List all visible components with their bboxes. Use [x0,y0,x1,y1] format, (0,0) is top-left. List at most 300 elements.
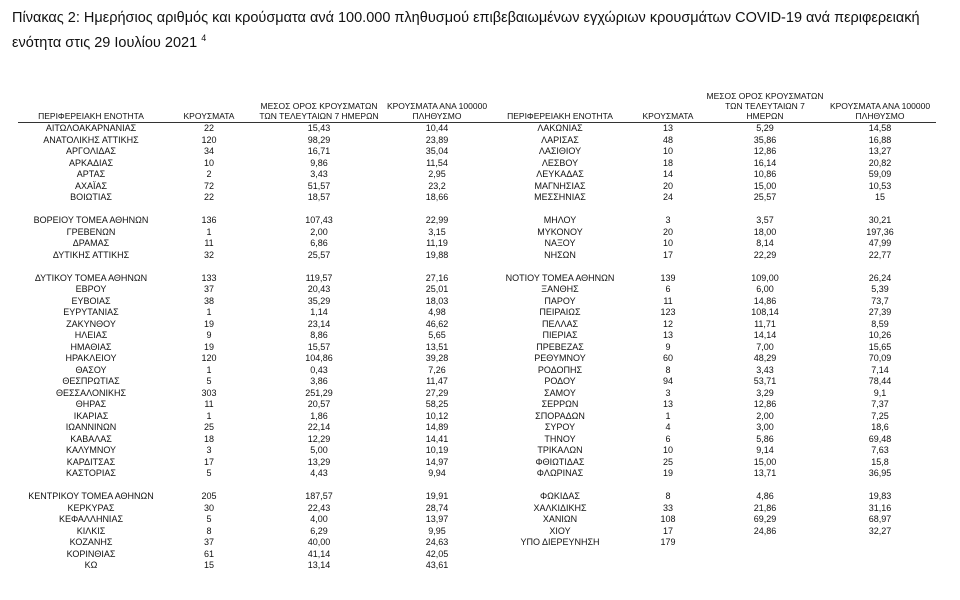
per100k-cell: 25,01 [425,284,449,294]
right-table-body [490,123,936,549]
region-cell: ΛΑΣΙΘΙΟΥ [538,146,582,156]
table-row [18,445,492,457]
avg7-cell: 8,14 [756,238,774,248]
per100k-cell: 5,65 [428,330,446,340]
table-row [490,307,936,319]
table-row [18,365,492,377]
per100k-cell: 20,82 [868,157,892,168]
cases-cell: 133 [201,272,217,283]
cases-cell: 11 [204,399,214,409]
table-row [18,388,492,400]
cases-cell: 14 [662,169,673,179]
cases-cell: 24 [662,192,673,202]
avg7-cell: 4,43 [310,468,328,478]
cases-cell: 60 [662,353,673,363]
avg7-cell: 14,14 [753,330,777,340]
avg7-cell: 9,14 [756,445,774,455]
avg7-cell: 12,86 [753,399,777,409]
region-cell: ΧΙΟΥ [549,525,571,536]
table-spacer-row [18,261,492,273]
cases-cell: 13 [662,399,673,409]
right-table [490,84,936,549]
region-cell: ΑΡΤΑΣ [76,169,106,179]
region-cell: ΛΑΡΙΣΑΣ [541,134,579,145]
region-cell: ΚΟΖΑΝΗΣ [69,537,113,547]
per100k-cell: 10,44 [425,123,449,133]
per100k-cell: 14,58 [868,123,892,133]
cases-cell: 61 [203,548,214,559]
per100k-cell: 42,05 [425,548,449,559]
table-row [18,250,492,262]
cases-cell: 18 [662,157,673,168]
cases-cell: 3 [206,445,212,455]
per100k-cell: 27,29 [425,387,449,398]
table-row [18,353,492,365]
region-cell: ΝΑΞΟΥ [544,238,576,248]
per100k-cell: 58,25 [425,399,449,409]
table-row [18,146,492,158]
table-row [490,457,936,469]
table-row [490,365,936,377]
avg7-cell: 16,71 [307,146,331,156]
table-row [490,238,936,250]
avg7-cell: 8,86 [310,330,328,340]
table-row [18,158,492,170]
region-cell: ΘΕΣΣΑΛΟΝΙΚΗΣ [55,387,127,398]
cases-cell: 34 [203,146,214,156]
region-cell: ΛΕΣΒΟΥ [541,157,579,168]
region-cell: ΥΠΟ ΔΙΕΡΕΥΝΗΣΗ [520,537,600,547]
per100k-cell: 13,27 [868,146,892,156]
per100k-cell: 23,89 [425,134,449,145]
per100k-cell: 15,65 [868,341,892,352]
per100k-cell: 70,09 [868,353,892,363]
region-cell: ΤΗΝΟΥ [544,433,576,444]
per100k-cell: 18,6 [871,422,889,432]
cases-cell: 32 [203,249,214,260]
region-cell: ΝΗΣΩΝ [544,249,576,260]
cases-cell: 6 [665,284,671,294]
table-row [18,273,492,285]
per100k-cell: 59,09 [868,169,892,179]
table-row [490,284,936,296]
cases-cell: 13 [662,330,673,340]
cases-cell: 10 [662,445,673,455]
region-cell: ΒΟΙΩΤΙΑΣ [70,192,112,202]
table-row [18,284,492,296]
cases-cell: 8 [665,491,671,501]
per100k-cell: 11,54 [426,157,448,168]
per100k-cell: 31,16 [868,502,892,513]
avg7-cell: 2,00 [310,226,328,237]
title-line-1: Πίνακας 2: Ημερήσιος αριθμός και κρούσματα ανά 100.000 πληθυσμού επιβεβαιωμένων εγχώριων κρουσμάτων COVID-19 ανά περιφερειακή [12,10,920,26]
avg7-cell: 3,29 [756,387,774,398]
header-avg7: ΜΕΣΟΣ ΟΡΟΣ ΚΡΟΥΣΜΑΤΩΝ ΤΩΝ ΤΕΛΕΥΤΑΙΩΝ 7 ΗΜΕΡΩΝ [259,101,379,121]
table-row [18,549,492,561]
avg7-cell: 20,43 [307,284,331,294]
cases-cell: 3 [665,215,671,225]
region-cell: ΚΟΡΙΝΘΙΑΣ [66,548,116,559]
table-row [490,330,936,342]
avg7-cell: 104,86 [305,353,333,363]
cases-cell: 10 [662,146,673,156]
cases-cell: 1 [206,410,212,421]
avg7-cell: 3,43 [310,169,328,179]
cases-cell: 3 [665,387,671,398]
avg7-cell: 6,86 [310,238,328,248]
cases-cell: 9 [665,341,671,352]
avg7-cell: 48,29 [753,353,777,363]
avg7-cell: 25,57 [753,192,777,202]
per100k-cell: 18,66 [425,192,449,202]
per100k-cell: 18,03 [425,295,449,306]
table-row [490,158,936,170]
region-cell: ΚΑΣΤΟΡΙΑΣ [66,468,116,478]
region-cell: ΣΠΟΡΑΔΩΝ [535,410,585,421]
per100k-cell: 10,19 [425,445,449,455]
region-cell: ΠΡΕΒΕΖΑΣ [536,341,584,352]
cases-cell: 37 [203,537,214,547]
cases-cell: 15 [203,560,214,570]
region-cell: ΒΟΡΕΙΟΥ ΤΟΜΕΑ ΑΘΗΝΩΝ [33,215,149,225]
table-row [18,296,492,308]
avg7-cell: 9,86 [310,157,328,168]
per100k-cell: 5,39 [871,284,889,294]
region-cell: ΕΥΒΟΙΑΣ [71,295,111,306]
cases-cell: 94 [662,376,673,386]
per100k-cell: 10,12 [425,410,449,421]
header-per100k: ΚΡΟΥΣΜΑΤΑ ΑΝΑ 100000 ΠΛΗΘΥΣΜΟ [829,101,931,121]
table-row [18,227,492,239]
table-row [18,422,492,434]
table-row [18,135,492,147]
region-cell: ΞΑΝΘΗΣ [541,284,579,294]
per100k-cell: 27,16 [425,272,449,283]
cases-cell: 17 [662,249,673,260]
avg7-cell: 13,29 [307,456,331,467]
avg7-cell: 2,00 [756,410,774,421]
table-row [490,526,936,538]
per100k-cell: 78,44 [868,376,892,386]
avg7-cell: 51,57 [307,180,331,191]
avg7-cell: 4,86 [756,491,774,501]
per100k-cell: 9,94 [428,468,446,478]
region-cell: ΘΗΡΑΣ [75,399,107,409]
avg7-cell: 251,29 [305,387,333,398]
avg7-cell: 40,00 [307,537,331,547]
table-row [490,399,936,411]
cases-cell: 38 [203,295,214,306]
region-cell: ΗΜΑΘΙΑΣ [70,341,112,352]
region-cell: ΖΑΚΥΝΘΟΥ [66,318,116,329]
table-row [18,330,492,342]
avg7-cell: 16,14 [753,157,777,168]
per100k-cell: 69,48 [868,433,892,444]
per100k-cell: 197,36 [866,226,894,237]
region-cell: ΑΡΓΟΛΙΔΑΣ [66,146,116,156]
per100k-cell: 13,51 [425,341,449,352]
per100k-cell: 16,88 [868,134,892,145]
avg7-cell: 20,57 [307,399,331,409]
region-cell: ΔΥΤΙΚΗΣ ΑΤΤΙΚΗΣ [52,249,130,260]
avg7-cell: 14,86 [753,295,777,306]
avg7-cell: 15,43 [307,123,331,133]
region-cell: ΚΑΡΔΙΤΣΑΣ [66,456,116,467]
avg7-cell: 1,14 [310,307,328,317]
avg7-cell: 12,29 [307,433,331,444]
avg7-cell: 23,14 [307,318,331,329]
header-region: ΠΕΡΙΦΕΡΕΙΑΚΗ ΕΝΟΤΗΤΑ [507,111,613,121]
table-row [18,434,492,446]
header-cases: ΚΡΟΥΣΜΑΤΑ [183,111,235,121]
per100k-cell: 35,04 [425,146,449,156]
per100k-cell: 13,97 [425,514,449,524]
table-row [18,560,492,572]
avg7-cell: 109,00 [751,272,779,283]
per100k-cell: 14,41 [425,433,449,444]
cases-cell: 8 [665,364,671,375]
table-row [490,537,936,549]
avg7-cell: 0,43 [310,364,328,375]
region-cell: ΝΟΤΙΟΥ ΤΟΜΕΑ ΑΘΗΝΩΝ [505,272,615,283]
table-row [490,227,936,239]
avg7-cell: 4,00 [310,514,328,524]
cases-cell: 11 [663,295,673,306]
cases-cell: 120 [201,134,217,145]
cases-cell: 37 [203,284,214,294]
region-cell: ΣΥΡΟΥ [544,422,576,432]
per100k-cell: 2,95 [428,169,446,179]
per100k-cell: 27,39 [868,307,892,317]
cases-cell: 1 [206,364,212,375]
region-cell: ΛΑΚΩΝΙΑΣ [537,123,583,133]
per100k-cell: 8,59 [871,318,889,329]
cases-cell: 6 [665,433,671,444]
avg7-cell: 13,71 [753,468,777,478]
per100k-cell: 7,14 [871,364,889,375]
cases-cell: 120 [201,353,217,363]
per100k-cell: 19,88 [425,249,449,260]
per100k-cell: 7,63 [871,445,889,455]
cases-cell: 33 [662,502,673,513]
title-line-2: ενότητα στις 29 Ιουλίου 2021 $^4$ [12,33,207,51]
per100k-cell: 9,95 [428,525,446,536]
avg7-cell: 35,86 [753,134,777,145]
per100k-cell: 15,8 [871,456,889,467]
avg7-cell: 7,00 [756,341,774,352]
avg7-cell: 5,86 [756,433,774,444]
region-cell: ΦΩΚΙΔΑΣ [540,491,580,501]
cases-cell: 17 [662,525,673,536]
avg7-cell: 3,00 [756,422,774,432]
per100k-cell: 22,77 [868,249,892,260]
table-row [490,123,936,135]
table-row [490,215,936,227]
table-row [18,307,492,319]
region-cell: ΛΕΥΚΑΔΑΣ [536,169,584,179]
cases-cell: 13 [662,123,673,133]
table-row [490,342,936,354]
per100k-cell: 28,74 [425,502,449,513]
table-row [490,376,936,388]
cases-cell: 10 [203,157,214,168]
table-row [18,411,492,423]
cases-cell: 19 [203,341,214,352]
avg7-cell: 3,86 [310,376,328,386]
per100k-cell: 19,91 [425,491,449,501]
table-row [18,342,492,354]
table-row [18,457,492,469]
avg7-cell: 69,29 [753,514,777,524]
avg7-cell: 10,86 [753,169,777,179]
table-row [490,135,936,147]
per100k-cell: 7,25 [871,410,889,421]
avg7-cell: 18,57 [307,192,331,202]
per100k-cell: 32,27 [868,525,892,536]
table-row [490,514,936,526]
avg7-cell: 15,00 [753,456,777,467]
cases-cell: 139 [660,272,676,283]
cases-cell: 19 [203,318,214,329]
region-cell: ΗΡΑΚΛΕΙΟΥ [65,353,117,363]
region-cell: ΙΩΑΝΝΙΝΩΝ [65,422,117,432]
table-row [490,250,936,262]
per100k-cell: 7,37 [871,399,889,409]
avg7-cell: 98,29 [307,134,331,145]
region-cell: ΕΥΡΥΤΑΝΙΑΣ [63,307,119,317]
header-cases: ΚΡΟΥΣΜΑΤΑ [642,111,694,121]
region-cell: ΠΙΕΡΙΑΣ [542,330,578,340]
table-spacer-row [18,204,492,216]
cases-cell: 5 [206,514,212,524]
region-cell: ΔΥΤΙΚΟΥ ΤΟΜΕΑ ΑΘΗΝΩΝ [34,272,148,283]
avg7-cell: 5,29 [756,123,774,133]
cases-cell: 11 [204,238,214,248]
cases-cell: 20 [662,180,673,191]
avg7-cell: 6,00 [756,284,774,294]
table-row [18,181,492,193]
table-row [490,491,936,503]
region-cell: ΕΒΡΟΥ [75,284,107,294]
per100k-cell: 7,26 [428,364,446,375]
region-cell: ΡΟΔΟΥ [544,376,576,386]
avg7-cell: 15,57 [307,341,331,352]
region-cell: ΑΡΚΑΔΙΑΣ [68,157,114,168]
region-cell: ΑΙΤΩΛΟΑΚΑΡΝΑΝΙΑΣ [45,123,137,133]
table-spacer-row [490,204,936,216]
cases-cell: 22 [203,123,214,133]
region-cell: ΠΕΛΛΑΣ [541,318,579,329]
table-row [18,514,492,526]
footnote-marker: 4 [201,33,207,43]
table-row [490,146,936,158]
table-row [18,376,492,388]
cases-cell: 18 [203,433,214,444]
region-cell: ΚΩ [84,560,98,570]
cases-cell: 5 [206,468,212,478]
region-cell: ΚΕΦΑΛΛΗΝΙΑΣ [58,514,124,524]
region-cell: ΧΑΛΚΙΔΙΚΗΣ [533,502,587,513]
cases-cell: 25 [662,456,673,467]
per100k-cell: 26,24 [868,272,892,283]
avg7-cell: 3,57 [756,215,774,225]
per100k-cell: 43,61 [425,560,449,570]
table-row [490,319,936,331]
avg7-cell: 25,57 [307,249,331,260]
avg7-cell: 1,86 [310,410,328,421]
per100k-cell: 19,83 [868,491,892,501]
page-title [12,8,948,53]
cases-cell: 22 [203,192,214,202]
region-cell: ΗΛΕΙΑΣ [74,330,108,340]
region-cell: ΓΡΕΒΕΝΩΝ [66,226,116,237]
region-cell: ΚΑΛΥΜΝΟΥ [65,445,117,455]
per100k-cell: 11,47 [426,376,448,386]
region-cell: ΚΑΒΑΛΑΣ [70,433,112,444]
region-cell: ΡΟΔΟΠΗΣ [537,364,583,375]
cases-cell: 19 [662,468,673,478]
header-region: ΠΕΡΙΦΕΡΕΙΑΚΗ ΕΝΟΤΗΤΑ [38,111,144,121]
table-row [18,123,492,135]
avg7-cell: 3,43 [756,364,774,375]
region-cell: ΜΗΛΟΥ [543,215,577,225]
cases-cell: 4 [665,422,671,432]
per100k-cell: 15 [874,192,885,202]
table-row [490,273,936,285]
avg7-cell: 5,00 [310,445,328,455]
cases-cell: 205 [201,491,217,501]
table-row [490,169,936,181]
avg7-cell: 22,43 [307,502,331,513]
region-cell: ΜΕΣΣΗΝΙΑΣ [534,192,586,202]
region-cell: ΜΑΓΝΗΣΙΑΣ [534,180,586,191]
table-row [490,181,936,193]
header-avg7: ΜΕΣΟΣ ΟΡΟΣ ΚΡΟΥΣΜΑΤΩΝ ΤΩΝ ΤΕΛΕΥΤΑΙΩΝ 7 ΗΜΕΡΩΝ [706,91,824,121]
region-cell: ΡΕΘΥΜΝΟΥ [534,353,586,363]
region-cell: ΘΕΣΠΡΩΤΙΑΣ [62,376,120,386]
cases-cell: 30 [203,502,214,513]
cases-cell: 10 [662,238,673,248]
avg7-cell: 6,29 [310,525,328,536]
per100k-cell: 14,97 [425,456,449,467]
cases-cell: 8 [206,525,212,536]
cases-cell: 123 [660,307,676,317]
table-row [490,503,936,515]
header-per100k: ΚΡΟΥΣΜΑΤΑ ΑΝΑ 100000 ΠΛΗΘΥΣΜΟ [386,101,488,121]
table-row [18,169,492,181]
avg7-cell: 22,29 [753,249,777,260]
cases-cell: 136 [201,215,217,225]
region-cell: ΑΧΑΪΑΣ [74,180,108,191]
per100k-cell: 47,99 [868,238,892,248]
per100k-cell: 23,2 [428,180,446,191]
table-row [18,399,492,411]
per100k-cell: 4,98 [428,307,446,317]
cases-cell: 5 [206,376,212,386]
region-cell: ΚΕΝΤΡΙΚΟΥ ΤΟΜΕΑ ΑΘΗΝΩΝ [28,491,154,501]
region-cell: ΚΕΡΚΥΡΑΣ [67,502,115,513]
table-row [490,434,936,446]
avg7-cell: 53,71 [753,376,777,386]
cases-cell: 48 [662,134,673,145]
cases-cell: 17 [203,456,214,467]
avg7-cell: 187,57 [305,491,333,501]
per100k-cell: 68,97 [868,514,892,524]
table-row [18,192,492,204]
avg7-cell: 35,29 [307,295,331,306]
per100k-cell: 30,21 [868,215,892,225]
table-row [18,215,492,227]
